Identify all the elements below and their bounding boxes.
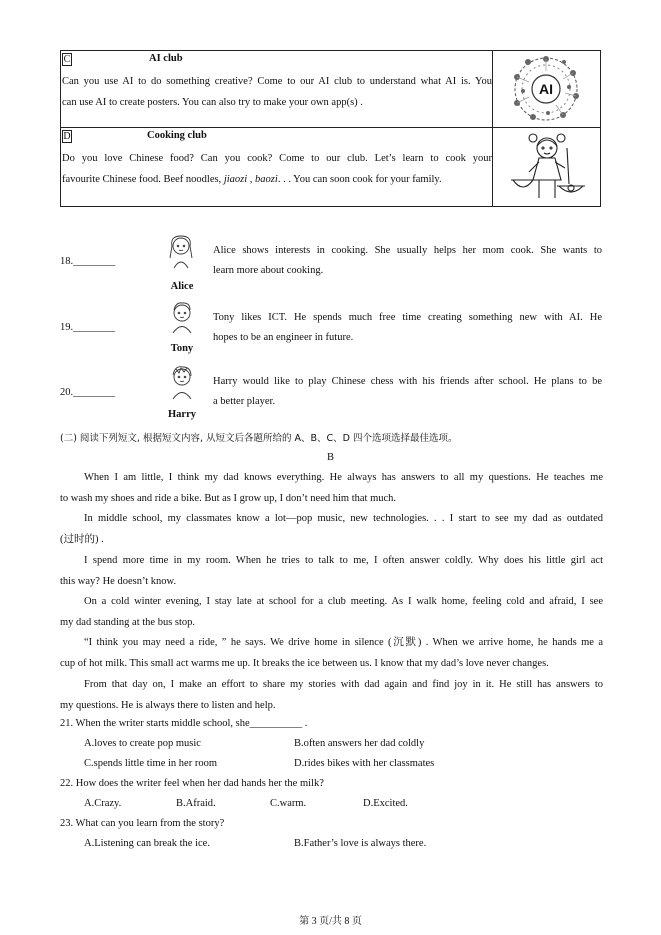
desc-line: Alice shows interests in cooking. She usually helps her mom cook. She wants to	[213, 245, 602, 256]
option[interactable]: D.Excited.	[363, 798, 408, 809]
para-line: From that day on, I make an effort to share my stories with dad again and find joy in it. He still has answers to	[84, 679, 603, 690]
para-line: my dad standing at the bus stop.	[60, 616, 196, 628]
passage-paragraph	[60, 633, 603, 674]
club-desc-line: Can you use AI to do something creative? Come to our AI club to understand what AI is. You	[62, 76, 492, 87]
alice-portrait-icon	[166, 234, 196, 273]
harry-portrait-icon	[168, 364, 196, 403]
para-line: my questions. He is always there to listen and help.	[60, 699, 276, 711]
option[interactable]: B.Father’s love is always there.	[294, 838, 427, 849]
club-description	[62, 71, 492, 113]
question-stem: 23. What can you learn from the story?	[60, 818, 225, 829]
passage-label: B	[326, 452, 334, 463]
para-line: When I am little, I think my dad knows everything. He always has answers to all my questions. He teaches me	[84, 472, 603, 483]
para-line: In middle school, my classmates know a lot—pop music, new technologies. . . I start to see my dad as outdated	[84, 513, 603, 524]
club-name: Cooking club	[147, 130, 207, 141]
passage-paragraph	[60, 551, 603, 592]
option[interactable]: B.often answers her dad coldly	[294, 738, 425, 749]
question-number: 20.________	[60, 387, 116, 398]
club-description	[62, 148, 492, 190]
club-text-cell	[61, 128, 493, 207]
person-name: Tony	[170, 343, 194, 354]
club-desc-text: . . . You can soon cook for your family.	[277, 174, 442, 185]
passage-paragraph	[60, 468, 603, 509]
desc-line: hopes to be an engineer in future.	[213, 332, 354, 343]
club-desc-text: favourite Chinese food. Beef noodles,	[62, 174, 224, 185]
person-description	[213, 308, 602, 348]
person-description	[213, 372, 602, 412]
club-desc-line	[62, 169, 492, 190]
option[interactable]: C.spends little time in her room	[84, 758, 217, 769]
club-row-ai	[61, 51, 600, 128]
option[interactable]: C.warm.	[270, 798, 307, 809]
club-text-cell	[61, 51, 493, 127]
option[interactable]: A.Crazy.	[84, 798, 122, 809]
para-line: I spend more time in my room. When he tries to talk to me, I often answer coldly. Why does his little girl act	[84, 555, 603, 566]
desc-line: Tony likes ICT. He spends much free time creating something new with AI. He	[213, 312, 602, 323]
question-number: 18.________	[60, 256, 116, 267]
club-row-cooking	[61, 128, 600, 207]
club-desc-italic: jiaozi , baozi	[223, 174, 278, 185]
option[interactable]: B.Afraid.	[176, 798, 216, 809]
option[interactable]: D.rides bikes with her classmates	[294, 758, 435, 769]
person-description	[213, 241, 602, 281]
passage-paragraph	[60, 675, 603, 716]
option[interactable]: A.Listening can break the ice.	[84, 838, 210, 849]
club-letter: C	[63, 54, 71, 65]
passage-paragraph	[60, 509, 603, 550]
passage-paragraph	[60, 592, 603, 633]
ai-globe-icon	[493, 51, 600, 127]
para-line: to wash my shoes and ride a bike. But as I grow up, I don’t need him that much.	[60, 492, 397, 504]
para-line: “I think you may need a ride, ” he says. We drive home in silence (沉默) . When we arrive home, he hands me a	[84, 637, 603, 648]
section-heading: (二) 阅读下列短文, 根据短文内容, 从短文后各题所给的 A、B、C、D 四个选项选择最佳选项。	[60, 433, 458, 444]
girl-cooking-icon	[493, 128, 600, 207]
desc-line: a better player.	[213, 396, 276, 407]
club-name: AI club	[149, 53, 183, 64]
person-name: Alice	[170, 281, 194, 292]
para-line: cup of hot milk. This small act warms me up. It breaks the ice between us. I know that my dad’s love never changes.	[60, 657, 549, 669]
club-table	[60, 50, 601, 207]
question-stem: 22. How does the writer feel when her dad hands her the milk?	[60, 778, 324, 789]
desc-line: learn more about cooking.	[213, 265, 324, 276]
club-desc-line: can use AI to create posters. You can also try to make your own app(s) .	[62, 97, 363, 108]
para-line: On a cold winter evening, I stay late at school for a club meeting. As I walk home, feeling cold and afraid, I see	[84, 596, 603, 607]
ai-logo-text: AI	[539, 81, 553, 97]
person-name: Harry	[168, 409, 196, 420]
club-desc-line: Do you love Chinese food? Can you cook? Come to our club. Let’s learn to cook your	[62, 153, 492, 164]
desc-line: Harry would like to play Chinese chess with his friends after school. He plans to be	[213, 376, 602, 387]
para-line: this way? He doesn’t know.	[60, 575, 177, 587]
para-line: (过时的) .	[60, 533, 104, 545]
tony-portrait-icon	[168, 300, 196, 337]
option[interactable]: A.loves to create pop music	[84, 738, 201, 749]
club-letter: D	[63, 131, 71, 142]
question-stem: 21. When the writer starts middle school, she__________ .	[60, 718, 308, 729]
question-number: 19.________	[60, 322, 116, 333]
page-footer: 第 3 页/共 8 页	[299, 916, 362, 927]
